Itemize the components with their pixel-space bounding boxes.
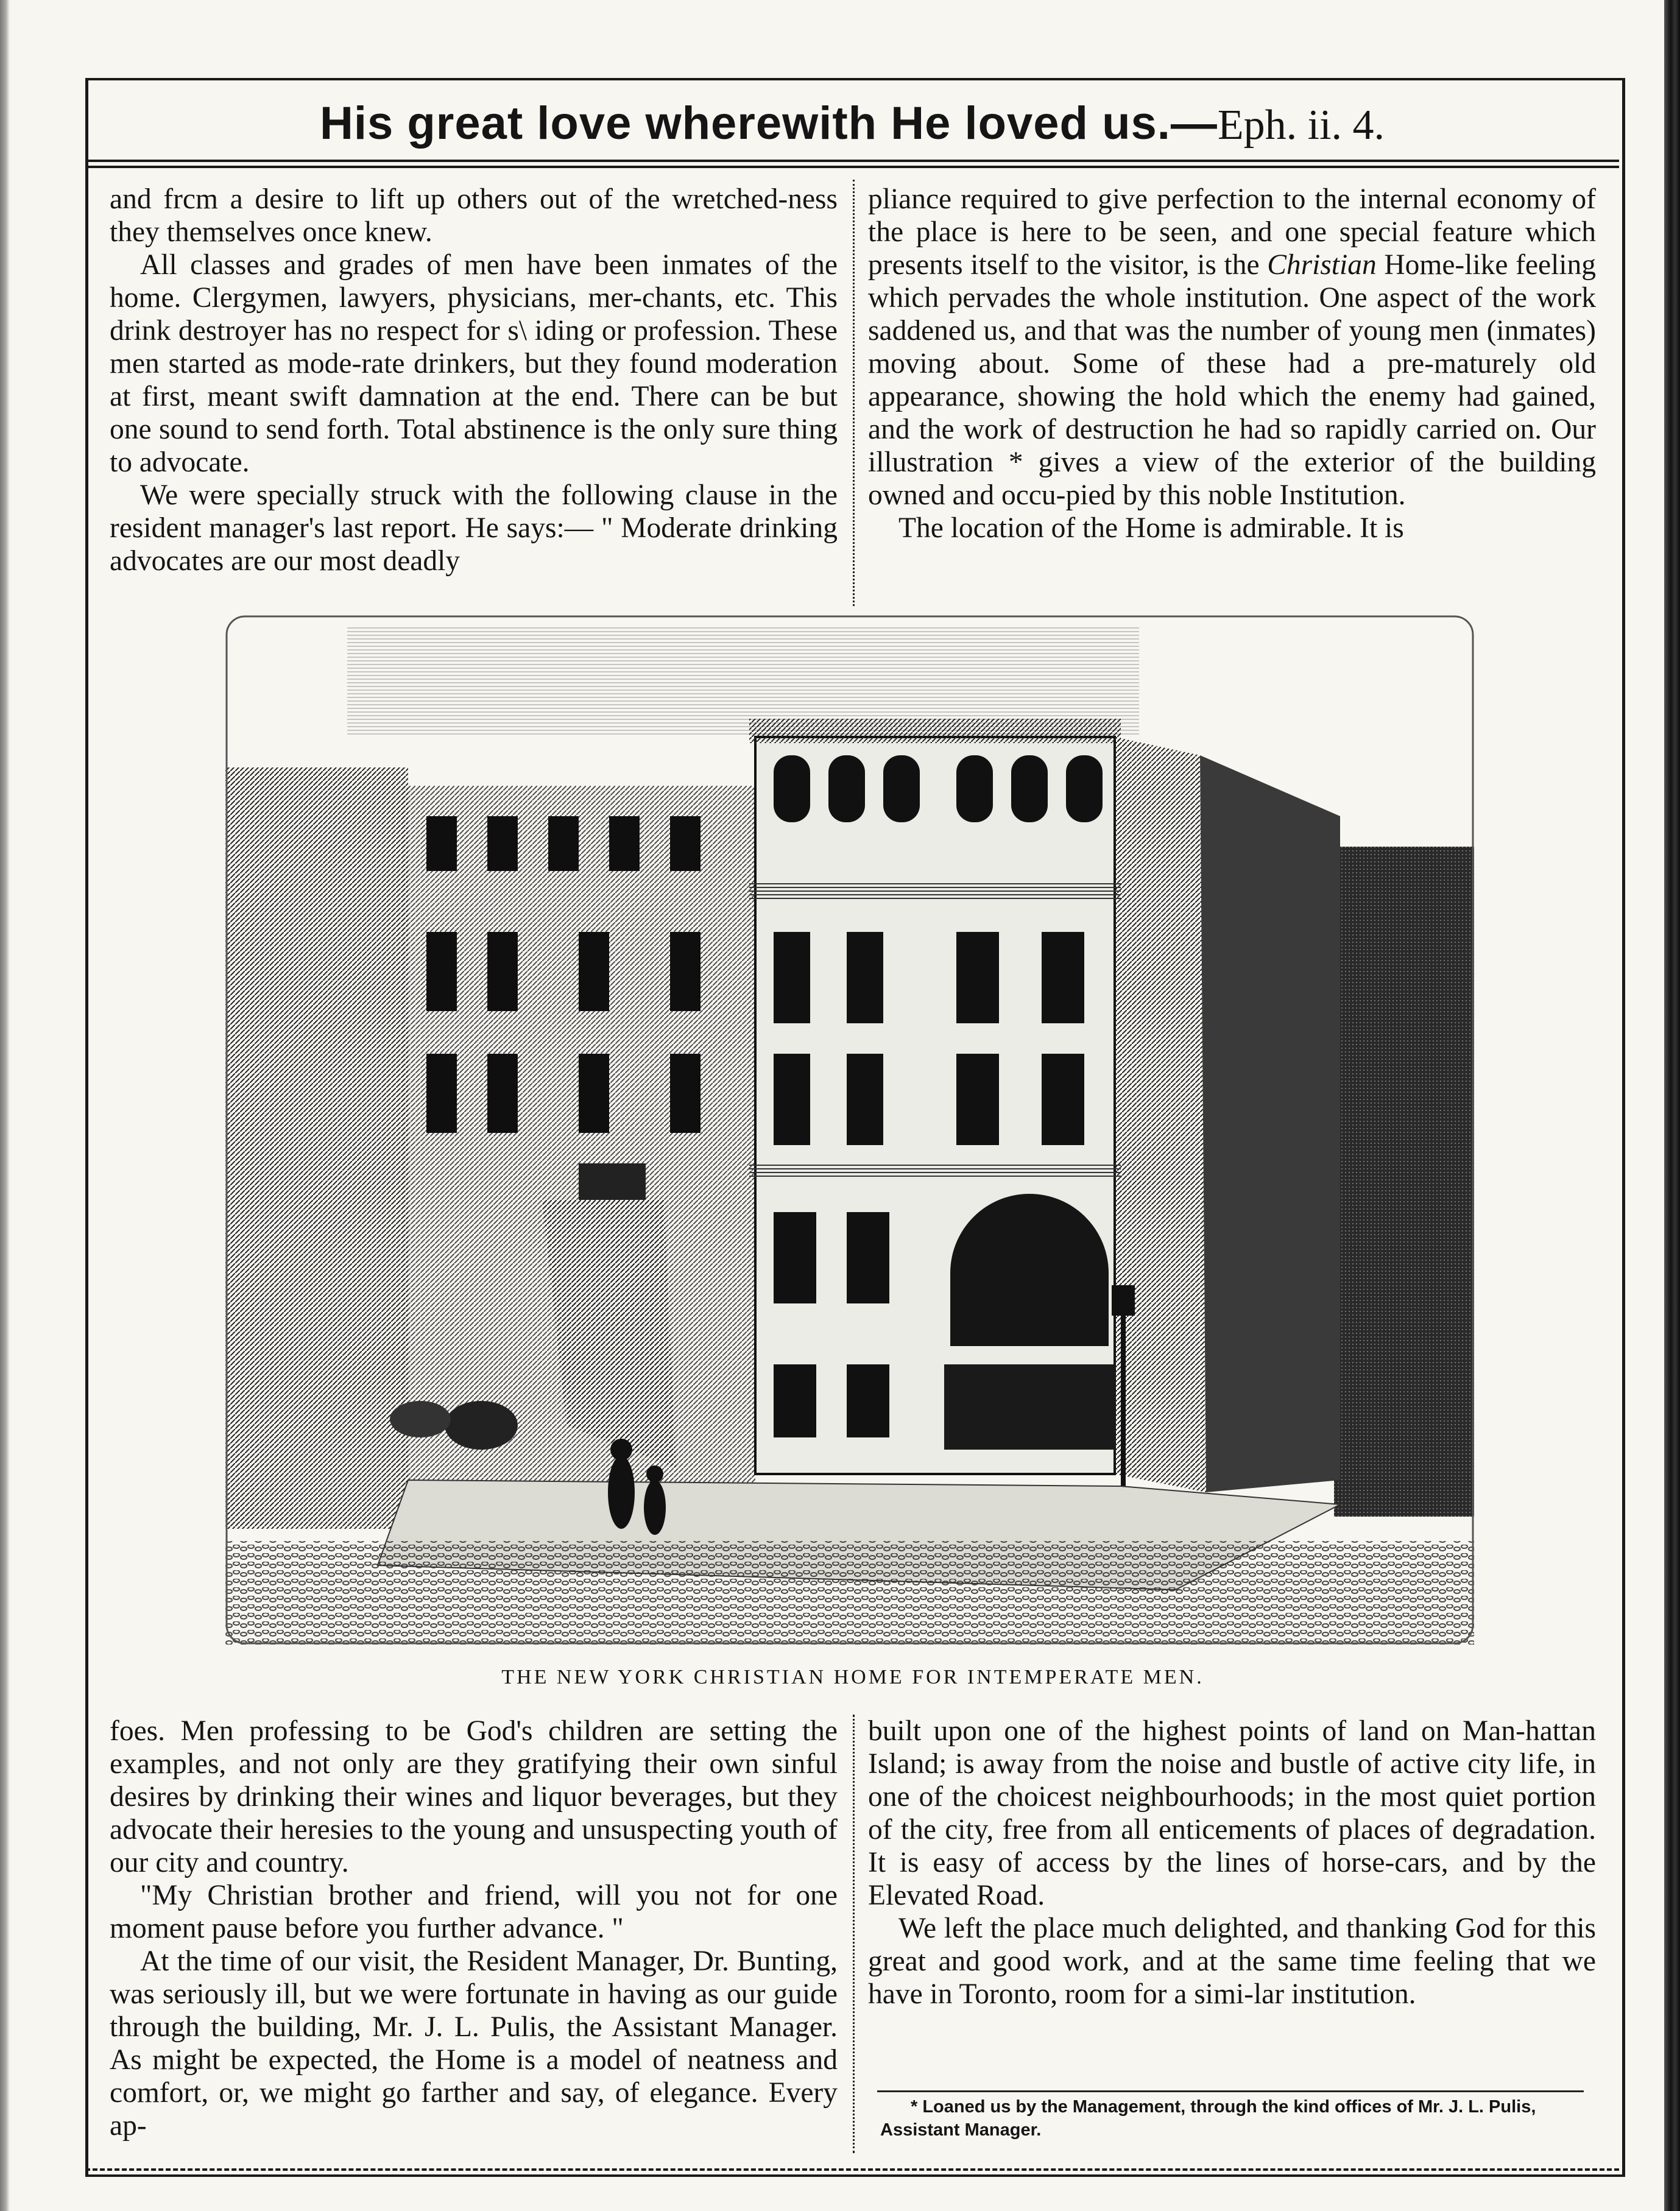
- footnote-rule: [877, 2090, 1584, 2092]
- illustration-caption: THE NEW YORK CHRISTIAN HOME FOR INTEMPERATE MEN.: [501, 1666, 1204, 1688]
- paragraph: The location of the Home is admirable. It is: [898, 512, 1404, 544]
- paragraph: [868, 183, 1596, 512]
- column-bottom-left: [110, 1715, 838, 2178]
- column-top-right: [868, 183, 1596, 609]
- building-illustration: [225, 615, 1474, 1645]
- page-left-edge: [0, 0, 10, 2211]
- header-rule-bottom: [85, 166, 1619, 168]
- paragraph: "My Christian brother and friend, will you not for one moment pause before you further advance. ": [110, 1880, 838, 1944]
- paragraph: foes. Men professing to be God's children are setting the examples, and not only are they gratifying their own sinful desires by drinking their wines and liquor beverages, but they advocate their heresies to the young and unsuspecting youth of our city and country.: [110, 1715, 838, 1878]
- paragraph: We were specially struck with the following clause in the resident manager's last report. He says:— " Moderate drinking advocates are our most deadly: [110, 479, 838, 577]
- header-reference: Eph. ii. 4.: [1217, 102, 1385, 149]
- column-divider-top: [853, 180, 855, 606]
- column-divider-bottom: [853, 1715, 855, 2153]
- text-run: pliance required to give perfection to the internal economy of the place is here to be seen, and one special feature which presents itself to the visitor, is the: [868, 183, 1596, 281]
- footnote: * Loaned us by the Management, through the kind offices of Mr. J. L. Pulis, Assistant Manager.: [880, 2097, 1536, 2140]
- page-header: [85, 90, 1619, 157]
- header-title: His great love wherewith He loved us.—: [319, 97, 1218, 149]
- emphasis-text: Christian: [1267, 249, 1377, 281]
- column-top-left: [110, 183, 838, 609]
- text-run: Home-like feeling which pervades the whole institution. One aspect of the work saddened us, and that was the number of young men (inmates) moving about. Some of these had a pre-maturely old appearance, showing the hold which the enemy had gained, and the work of destruction he had so rapidly carried on. Our illustration * gives a view of the exterior of the building owned and occu-pied by this noble Institution.: [868, 249, 1596, 511]
- paragraph: At the time of our visit, the Resident Manager, Dr. Bunting, was seriously ill, but we were fortunate in having as our guide through the building, Mr. J. L. Pulis, the Assistant Manager. As might be expected, the Home is a model of neatness and comfort, or, we might go farther and say, of elegance. Every ap-: [110, 1945, 838, 2142]
- paragraph: We left the place much delighted, and thanking God for this great and good work, and at the same time feeling that we have in Toronto, room for a simi-lar institution.: [868, 1913, 1596, 2010]
- paragraph: built upon one of the highest points of land on Man-hattan Island; is away from the noise and bustle of active city life, in one of the choicest neighbourhoods; in the most quiet portion of the city, free from all enticements of places of degradation. It is easy of access by the lines of horse-cars, and by the Elevated Road.: [868, 1715, 1596, 1911]
- paragraph: All classes and grades of men have been inmates of the home. Clergymen, lawyers, physicians, mer-chants, etc. This drink destroyer has no respect for s\ iding or profession. These men started as mode-rate drinkers, but they found moderation at first, meant swift damnation at the end. There can be but one sound to send forth. Total abstinence is the only sure thing to advocate.: [110, 249, 838, 478]
- column-bottom-right: [868, 1715, 1596, 2056]
- paragraph: and frcm a desire to lift up others out of the wretched-ness they themselves once knew.: [110, 183, 838, 248]
- binding-spine: [1664, 0, 1680, 2211]
- header-rule-top: [85, 160, 1619, 162]
- bottom-rule: [85, 2168, 1619, 2171]
